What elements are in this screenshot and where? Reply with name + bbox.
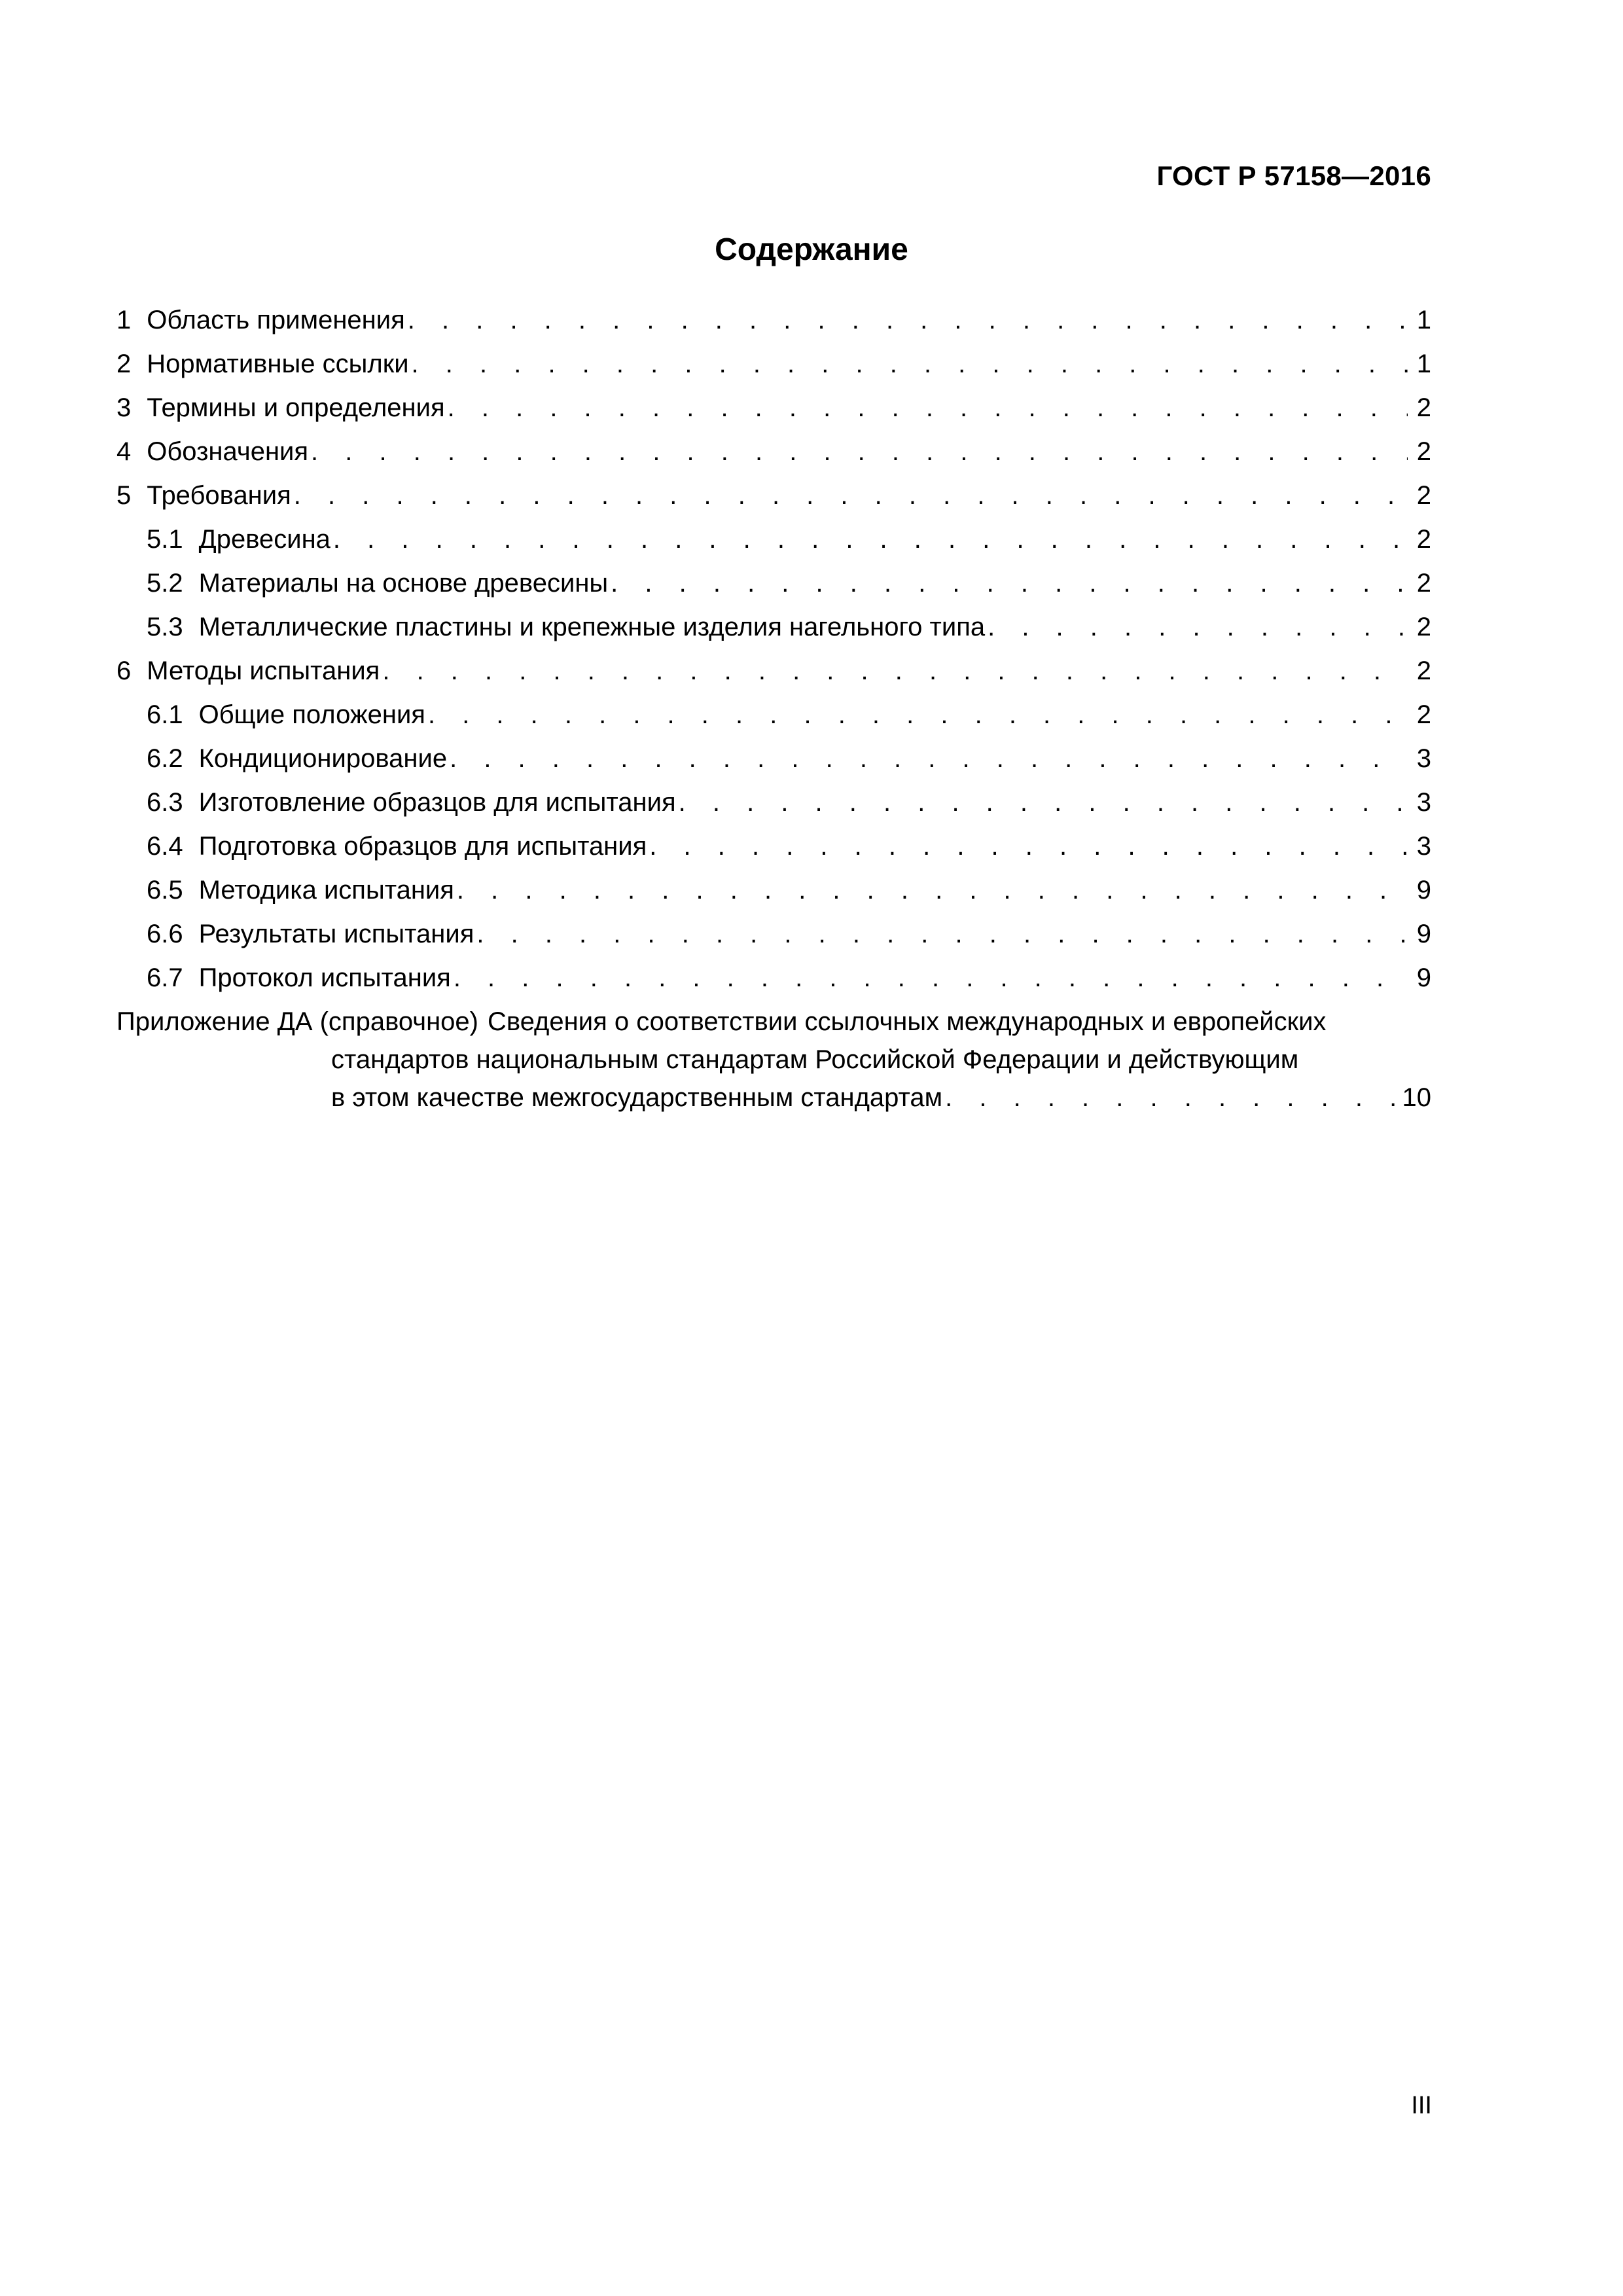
toc-entry-label: Подготовка образцов для испытания <box>198 832 647 861</box>
toc-entry-page: 2 <box>1416 393 1431 422</box>
toc-leader-dots <box>409 342 1408 386</box>
toc-entry[interactable] <box>116 298 1431 342</box>
toc-subentry[interactable] <box>116 562 1431 605</box>
toc-entry-page: 2 <box>1416 700 1431 729</box>
toc-entry-label: Общие положения <box>198 700 425 729</box>
toc-entry-page: 3 <box>1416 788 1431 817</box>
toc-entry-label: Методы испытания <box>147 656 380 685</box>
toc-entry-number: 4 <box>116 437 132 466</box>
toc-subentry[interactable] <box>116 825 1431 869</box>
toc-subentry[interactable] <box>116 737 1431 781</box>
toc-subentry[interactable] <box>116 956 1431 1000</box>
toc-entry-page: 2 <box>1416 481 1431 510</box>
toc-subentry[interactable] <box>116 518 1431 562</box>
toc-leader-dots <box>330 518 1408 562</box>
table-of-contents <box>116 298 1431 1117</box>
toc-leader-dots <box>985 605 1408 649</box>
appendix-title-line-2: стандартов национальным стандартам Российской Федерации и действующим <box>331 1045 1299 1074</box>
toc-entry-page: 2 <box>1416 437 1431 466</box>
toc-entry-number: 5 <box>116 481 132 510</box>
toc-leader-dots <box>647 825 1408 869</box>
page-title: Содержание <box>715 232 908 267</box>
appendix-title-line-3: в этом качестве межгосударственным стандартам <box>331 1083 943 1112</box>
toc-entry-page: 2 <box>1416 569 1431 598</box>
toc-leader-dots <box>454 869 1408 912</box>
toc-entry-page: 1 <box>1416 350 1431 378</box>
toc-entry-number: 5.1 <box>147 525 183 554</box>
toc-entry-page: 3 <box>1416 744 1431 773</box>
toc-entry-page: 9 <box>1416 876 1431 905</box>
toc-entry-page: 9 <box>1416 920 1431 948</box>
toc-entry-label: Древесина <box>198 525 330 554</box>
toc-entry-number: 6.6 <box>147 920 183 948</box>
toc-leader-dots <box>380 649 1408 693</box>
toc-entry-page: 2 <box>1416 613 1431 641</box>
toc-entry-label: Результаты испытания <box>198 920 474 948</box>
toc-entry-label: Методика испытания <box>198 876 454 905</box>
toc-entry-number: 3 <box>116 393 132 422</box>
toc-entry-label: Материалы на основе древесины <box>198 569 609 598</box>
toc-entry-page: 3 <box>1416 832 1431 861</box>
toc-entry-page: 9 <box>1416 963 1431 992</box>
toc-entry-number: 1 <box>116 306 132 334</box>
toc-leader-dots <box>942 1079 1398 1117</box>
toc-entry[interactable] <box>116 386 1431 430</box>
toc-leader-dots <box>451 956 1408 1000</box>
toc-entry-label: Требования <box>147 481 291 510</box>
toc-entry[interactable] <box>116 342 1431 386</box>
toc-entry-page: 2 <box>1416 525 1431 554</box>
toc-entry-number: 5.3 <box>147 613 183 641</box>
toc-subentry[interactable] <box>116 605 1431 649</box>
toc-leader-dots <box>291 474 1408 518</box>
toc-entry-number: 2 <box>116 350 132 378</box>
toc-entry-label: Протокол испытания <box>198 963 451 992</box>
page-number: III <box>1411 2092 1432 2119</box>
toc-entry-number: 6.5 <box>147 876 183 905</box>
appendix-page: 10 <box>1402 1083 1431 1112</box>
toc-entry-label: Нормативные ссылки <box>147 350 409 378</box>
toc-leader-dots <box>474 912 1408 956</box>
toc-entry-label: Изготовление образцов для испытания <box>198 788 676 817</box>
toc-entry-label: Обозначения <box>147 437 309 466</box>
toc-leader-dots <box>445 386 1408 430</box>
toc-entry-page: 2 <box>1416 656 1431 685</box>
toc-subentry[interactable] <box>116 869 1431 912</box>
toc-entry-number: 6.2 <box>147 744 183 773</box>
toc-entry-label: Область применения <box>147 306 405 334</box>
toc-leader-dots <box>608 562 1408 605</box>
toc-entry[interactable] <box>116 649 1431 693</box>
toc-appendix-entry[interactable] <box>116 1003 1431 1117</box>
toc-leader-dots <box>425 693 1408 737</box>
toc-entry-number: 6.1 <box>147 700 183 729</box>
toc-entry-page: 1 <box>1416 306 1431 334</box>
toc-entry-label: Кондиционирование <box>198 744 448 773</box>
toc-entry-number: 6.7 <box>147 963 183 992</box>
toc-leader-dots <box>676 781 1408 825</box>
toc-entry-number: 6 <box>116 656 132 685</box>
toc-subentry[interactable] <box>116 912 1431 956</box>
toc-leader-dots <box>308 430 1408 474</box>
toc-entry-number: 6.4 <box>147 832 183 861</box>
toc-entry[interactable] <box>116 430 1431 474</box>
toc-entry[interactable] <box>116 474 1431 518</box>
toc-subentry[interactable] <box>116 693 1431 737</box>
toc-entry-label: Термины и определения <box>147 393 445 422</box>
document-header-standard-id: ГОСТ Р 57158—2016 <box>1156 160 1431 191</box>
toc-subentry[interactable] <box>116 781 1431 825</box>
toc-entry-number: 6.3 <box>147 788 183 817</box>
appendix-title-line-1: Сведения о соответствии ссылочных международных и европейских <box>488 1007 1327 1036</box>
toc-entry-label: Металлические пластины и крепежные изделия нагельного типа <box>198 613 986 641</box>
toc-leader-dots <box>405 298 1408 342</box>
toc-leader-dots <box>447 737 1408 781</box>
appendix-label: Приложение ДА (справочное) <box>116 1007 478 1036</box>
toc-entry-number: 5.2 <box>147 569 183 598</box>
